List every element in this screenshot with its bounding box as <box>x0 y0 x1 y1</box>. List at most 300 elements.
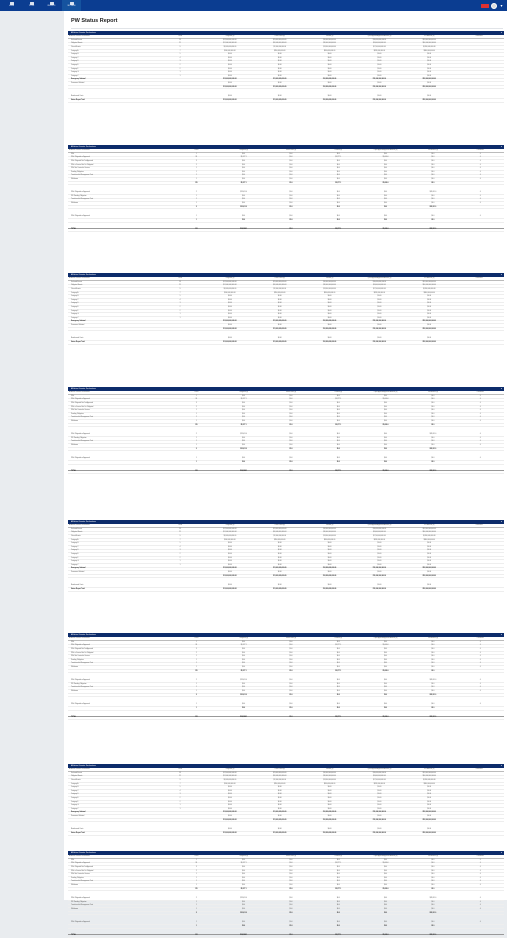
table-cell: $0.00 <box>355 786 405 790</box>
table-cell: 21 <box>155 531 205 535</box>
table-cell: $5,377.1 <box>315 887 362 891</box>
table-cell: 0 <box>457 171 504 175</box>
table-cell: 1 <box>173 202 220 206</box>
table-cell: $0.00 <box>305 324 355 328</box>
table-cell: $0.0 <box>362 195 409 199</box>
table-cell: $0.0 <box>362 662 409 666</box>
table-cell: $9,000,000,000.00 <box>355 531 405 535</box>
collapse-icon[interactable]: ▴ <box>500 852 502 854</box>
table-cell: 2 <box>173 897 220 901</box>
nav-tab-tools[interactable] <box>22 0 41 11</box>
column-header: PW Amount ($) <box>404 277 454 281</box>
table-cell: $0.00 <box>305 542 355 546</box>
table-cell: $0.0 <box>315 901 362 905</box>
table-cell: $0.0 <box>267 440 314 444</box>
table-cell: 0 <box>457 904 504 908</box>
table-cell: $0.0 <box>220 648 267 652</box>
status-table <box>68 637 504 720</box>
section-header[interactable] <box>68 273 504 277</box>
table-cell: $0.00 <box>355 584 405 588</box>
section-title: All Active Disaster Declarations <box>71 765 96 767</box>
collapse-icon[interactable]: ▴ <box>500 521 502 523</box>
table-cell: $5,377.1 <box>315 228 362 232</box>
table-cell: $0.00 <box>305 53 355 57</box>
table-cell: Transferred to Management Cost <box>68 686 173 690</box>
table-cell: Declared Events <box>68 528 155 532</box>
table-cell: Category D <box>68 60 155 64</box>
report-section <box>68 387 504 474</box>
table-cell: $0.0 <box>362 437 409 441</box>
collapse-icon[interactable]: ▴ <box>500 32 502 34</box>
column-header: Count <box>173 149 220 153</box>
table-cell: PWs in Version Not Yet Obligated <box>68 869 173 873</box>
table-cell: $11,000,000,000.00 <box>255 811 305 815</box>
table-cell: $0.00 <box>404 295 454 299</box>
table-cell: $0.00 <box>205 302 255 306</box>
table-cell: Obligated Events <box>68 531 155 535</box>
table-cell: $0.00 <box>404 64 454 68</box>
table-cell: $0.0 <box>267 873 314 877</box>
table-cell: $11,000,000,000.00 <box>255 528 305 532</box>
table-cell: 4 <box>155 546 205 550</box>
table-cell: $13,000,000,000.00 <box>205 588 255 592</box>
table-cell: 0 <box>457 666 504 670</box>
table-cell: $0.00 <box>255 302 305 306</box>
table-cell: $0.0 <box>267 690 314 694</box>
table-cell: $0.0 <box>315 877 362 881</box>
table-cell: $0.00 <box>205 815 255 819</box>
table-cell: 1 <box>173 655 220 659</box>
table-cell: $0.0 <box>315 395 362 399</box>
table-cell: 1 <box>173 662 220 666</box>
table-cell: $5,000.0 <box>362 644 409 648</box>
table-cell: $11,000,000,000.00 <box>255 78 305 82</box>
table-cell: $0.00 <box>305 790 355 794</box>
report-section <box>68 31 504 103</box>
section-header[interactable] <box>68 145 504 149</box>
table-cell: PWs <box>68 395 173 399</box>
table-cell: $0.00 <box>305 584 355 588</box>
table-cell: $0.0 <box>362 690 409 694</box>
status-table <box>68 524 504 592</box>
table-cell: $0.0 <box>362 683 409 687</box>
table-cell: $0.0 <box>267 174 314 178</box>
status-table <box>68 855 504 938</box>
column-header: Latest Work ($) <box>267 149 314 153</box>
column-header: Obligated ($) <box>205 768 255 772</box>
chevron-down-icon[interactable]: ▾ <box>500 3 503 8</box>
table-cell: $0.0 <box>267 703 314 707</box>
table-cell: $0.00 <box>255 797 305 801</box>
table-cell: Transferred to Management Cost <box>68 198 173 202</box>
table-cell: $12,000,000,000.00 <box>305 78 355 82</box>
column-header: PW Amount ($) <box>409 149 456 153</box>
table-cell: $0.00 <box>355 82 405 86</box>
table-cell: $0.0 <box>220 866 267 870</box>
table-cell: $0.00 <box>205 542 255 546</box>
column-header: Count <box>173 637 220 641</box>
table-cell: Permanent Subtotal <box>68 571 155 575</box>
table-cell: $0.0 <box>267 205 314 209</box>
table-cell: $0.0 <box>409 703 456 707</box>
table-cell: $0.00 <box>255 95 305 99</box>
table-cell: $0.0 <box>362 171 409 175</box>
table-cell: $28,388.1 <box>220 228 267 232</box>
table-cell: $0.0 <box>267 707 314 711</box>
table-cell: Category F <box>68 556 155 560</box>
table-cell: Transferred to Management Cost <box>68 662 173 666</box>
table-cell: $5,377.1 <box>315 423 362 427</box>
table-cell: 1 <box>173 873 220 877</box>
table-cell: Category D <box>68 549 155 553</box>
table-cell: $0.0 <box>220 686 267 690</box>
column-header: Funded ($) <box>305 277 355 281</box>
table-cell: $0.0 <box>362 686 409 690</box>
column-header: Latest Work ($) <box>255 524 305 528</box>
table-cell: Withdrawn <box>68 420 173 424</box>
table-cell: Declared Events <box>68 39 155 43</box>
table-cell: PWs Obligated Not Yet Approved <box>68 402 173 406</box>
section-header[interactable] <box>68 520 504 524</box>
table-cell: $10,000,000,000.00 <box>404 531 454 535</box>
table-cell: 0 <box>457 167 504 171</box>
section-title: All Active Disaster Declarations <box>71 388 96 390</box>
table-cell: Withdrawn <box>68 444 173 448</box>
table-cell: $0.00 <box>305 64 355 68</box>
table-cell: $0.0 <box>220 405 267 409</box>
table-cell: $0.0 <box>409 866 456 870</box>
table-cell: $0.0 <box>267 884 314 888</box>
section-header[interactable] <box>68 31 504 35</box>
table-cell: PWs <box>68 153 173 157</box>
table-cell: $0.00 <box>355 324 405 328</box>
table-cell: $5,377.1 <box>220 644 267 648</box>
column-header: Open Applied/Approved Amount ($) <box>362 391 409 395</box>
table-cell: $0.0 <box>220 437 267 441</box>
top-nav-bar <box>0 0 507 11</box>
table-cell: $0.00 <box>305 317 355 321</box>
table-cell: $0.0 <box>362 641 409 645</box>
table-cell: 115 <box>173 423 220 427</box>
table-cell: $0.0 <box>409 869 456 873</box>
table-cell: $13,000,000,000.00 <box>205 327 255 331</box>
table-cell: $0.0 <box>409 198 456 202</box>
table-cell: $8,000,000,000.00 <box>305 42 355 46</box>
table-cell: Category C <box>68 790 155 794</box>
table-cell: $0.00 <box>205 60 255 64</box>
table-cell: $28,388.1 <box>220 470 267 474</box>
table-cell: $8,000,000,000.00 <box>305 531 355 535</box>
table-cell: $0.0 <box>220 641 267 645</box>
table-cell: $11,000,000,000.00 <box>205 531 255 535</box>
table-cell: $0.00 <box>404 299 454 303</box>
table-cell: $0.0 <box>315 707 362 711</box>
table-cell: Withdrawn <box>68 178 173 182</box>
table-cell: Category G <box>68 313 155 317</box>
column-header: PW Amount ($) <box>409 637 456 641</box>
table-cell: $0.0 <box>220 904 267 908</box>
table-cell: Pending Obligation <box>68 171 173 175</box>
table-cell: Reimbursed Costs <box>68 337 155 341</box>
table-cell: $0.0 <box>409 156 456 160</box>
section-header[interactable] <box>68 851 504 855</box>
table-cell: $13,000,000,000.00 <box>205 811 255 815</box>
table-cell: $0.0 <box>362 409 409 413</box>
column-header: Latest Work ($) <box>267 855 314 859</box>
table-cell: $0.0 <box>409 690 456 694</box>
table-cell: $0.0 <box>220 409 267 413</box>
table-cell: $5,000.0 <box>362 181 409 185</box>
table-cell: $0.0 <box>315 195 362 199</box>
table-cell: 1 <box>155 71 205 75</box>
table-cell: $0.0 <box>409 655 456 659</box>
table-cell: $5,377.1 <box>220 887 267 891</box>
table-cell: $0.0 <box>409 440 456 444</box>
table-cell: $12,000,000,000.00 <box>404 78 454 82</box>
section-header[interactable] <box>68 633 504 637</box>
table-cell: $0.0 <box>267 644 314 648</box>
table-cell: $12,000,000,000.00 <box>305 574 355 578</box>
column-header: Funded ($) <box>305 524 355 528</box>
table-cell: 1 <box>173 683 220 687</box>
table-cell: 1 <box>173 413 220 417</box>
table-cell: $0.00 <box>305 337 355 341</box>
table-cell: $1,800,000,000.00 <box>404 779 454 783</box>
table-cell: $0.0 <box>362 897 409 901</box>
home-icon <box>10 2 14 5</box>
table-cell: PWs Obligated as Approved <box>68 897 173 901</box>
table-cell: $11,000,000,000.00 <box>255 99 305 103</box>
table-cell: $0.00 <box>255 790 305 794</box>
collapse-icon[interactable]: ▴ <box>500 388 502 390</box>
table-cell: $0.0 <box>362 402 409 406</box>
table-cell: $0.00 <box>355 549 405 553</box>
table-cell: $0.0 <box>362 873 409 877</box>
table-cell: $0.00 <box>355 553 405 557</box>
flag-icon[interactable] <box>481 4 489 8</box>
table-cell: $0.0 <box>315 174 362 178</box>
table-cell: $0.0 <box>220 167 267 171</box>
table-cell: $0.0 <box>409 707 456 711</box>
table-cell: $0.0 <box>267 163 314 167</box>
table-cell: $0.0 <box>362 413 409 417</box>
table-cell: $0.0 <box>267 897 314 901</box>
table-cell: 1 <box>173 198 220 202</box>
table-cell: $0.00 <box>404 800 454 804</box>
table-cell: 5 <box>173 447 220 451</box>
table-cell: $23,011.0 <box>409 433 456 437</box>
table-cell: $0.0 <box>267 669 314 673</box>
table-cell: $0.0 <box>362 440 409 444</box>
table-cell: $0.0 <box>409 405 456 409</box>
table-cell: $0.00 <box>305 553 355 557</box>
table-cell: $0.0 <box>315 651 362 655</box>
table-cell: $0.00 <box>205 553 255 557</box>
section-header[interactable] <box>68 387 504 391</box>
table-cell: $840,000,000.00 <box>404 49 454 53</box>
nav-tab-reports[interactable] <box>42 0 61 11</box>
table-cell: $0.0 <box>315 198 362 202</box>
nav-tab-home[interactable] <box>2 0 21 11</box>
table-cell: $0.0 <box>362 205 409 209</box>
table-cell: $0.00 <box>205 571 255 575</box>
column-header: Funded ($) <box>315 855 362 859</box>
table-cell: $0.00 <box>205 808 255 812</box>
table-cell: 0 <box>457 416 504 420</box>
table-cell: $0.00 <box>404 71 454 75</box>
table-cell: $0.0 <box>362 163 409 167</box>
table-cell: PWs Not Created in Version <box>68 167 173 171</box>
table-cell: $0.0 <box>220 921 267 925</box>
table-cell: $0.00 <box>404 313 454 317</box>
column-header: All Active Disaster Declarations <box>68 637 173 641</box>
table-cell: $5,377.1 <box>315 181 362 185</box>
nav-tab-settings[interactable] <box>62 0 81 11</box>
table-cell: $0.00 <box>305 313 355 317</box>
table-cell: $0.00 <box>205 71 255 75</box>
table-cell: $12,000,000,000.00 <box>404 811 454 815</box>
table-cell: $23,011.0 <box>409 205 456 209</box>
table-cell: $13,000,000,000.00 <box>205 99 255 103</box>
table-cell: $0.0 <box>220 659 267 663</box>
table-cell: $0.00 <box>404 560 454 564</box>
collapse-icon[interactable]: ▴ <box>500 765 502 767</box>
table-cell <box>457 716 504 720</box>
table-cell: $0.0 <box>362 160 409 164</box>
table-cell: $28,388.1 <box>220 716 267 720</box>
table-cell: $0.0 <box>267 716 314 720</box>
table-cell: $9,000,000,000.00 <box>355 775 405 779</box>
table-cell: $0.00 <box>355 57 405 61</box>
table-cell: $0.00 <box>255 313 305 317</box>
table-cell: $0.0 <box>220 219 267 223</box>
table-cell: $800,000,000.00 <box>305 782 355 786</box>
table-cell: $5,000.0 <box>362 423 409 427</box>
collapse-icon[interactable]: ▴ <box>500 146 502 148</box>
table-cell: 3 <box>155 302 205 306</box>
table-cell: $0.0 <box>409 163 456 167</box>
table-cell: $0.0 <box>409 859 456 863</box>
collapse-icon[interactable]: ▴ <box>500 634 502 636</box>
collapse-icon[interactable]: ▴ <box>500 274 502 276</box>
column-header: PW Amount ($) <box>404 524 454 528</box>
table-cell: Permanent Subtotal <box>68 82 155 86</box>
column-header: Count <box>173 855 220 859</box>
status-table <box>68 277 504 345</box>
avatar[interactable] <box>491 3 497 9</box>
table-cell: 21 <box>155 775 205 779</box>
table-cell: 0 <box>457 191 504 195</box>
table-cell: $5,000.0 <box>362 716 409 720</box>
table-cell: $0.0 <box>315 869 362 873</box>
table-cell: $1,800,000,000.00 <box>305 779 355 783</box>
table-cell: $10,000,000,000.00 <box>255 284 305 288</box>
table-cell: $0.00 <box>355 302 405 306</box>
table-cell: $23,011.0 <box>409 911 456 915</box>
table-cell: 0 <box>457 457 504 461</box>
table-cell: $5,377.1 <box>220 423 267 427</box>
column-header: Latest Work ($) <box>255 277 305 281</box>
table-cell: $0.0 <box>409 437 456 441</box>
table-cell: $0.0 <box>315 405 362 409</box>
table-cell: 2 <box>155 797 205 801</box>
table-cell: 0 <box>457 395 504 399</box>
table-cell: $0.0 <box>220 873 267 877</box>
table-cell: Category F <box>68 67 155 71</box>
table-cell: $1,800,000,000.00 <box>404 46 454 50</box>
table-cell: 9 <box>155 779 205 783</box>
table-cell: Category F <box>68 800 155 804</box>
table-cell: $0.0 <box>267 420 314 424</box>
page-title: PW Status Report <box>71 18 118 24</box>
table-cell: 1 <box>155 313 205 317</box>
table-cell: 1 <box>173 178 220 182</box>
table-cell: $9,000,000,000.00 <box>305 528 355 532</box>
table-cell: $11,000,000,000.00 <box>205 284 255 288</box>
table-cell: $0.0 <box>409 904 456 908</box>
table-cell: $0.0 <box>409 413 456 417</box>
table-cell: 1 <box>173 686 220 690</box>
table-cell: $12,000,000,000.00 <box>404 327 454 331</box>
table-cell: 24 <box>173 398 220 402</box>
table-cell: $23,011.0 <box>220 191 267 195</box>
column-header: Obligated ($) <box>220 391 267 395</box>
table-cell: Category G <box>68 804 155 808</box>
table-cell: $0.00 <box>205 82 255 86</box>
table-cell: PWs Obligated as Approved <box>68 703 173 707</box>
table-cell: $0.00 <box>355 790 405 794</box>
table-cell: $800,000,000.00 <box>305 49 355 53</box>
table-cell: $23,011.0 <box>409 191 456 195</box>
table-cell: $11,000,000,000.00 <box>355 341 405 345</box>
section-header[interactable] <box>68 764 504 768</box>
table-cell: $5,377.1 <box>220 669 267 673</box>
table-cell: $0.00 <box>355 828 405 832</box>
table-cell: $0.00 <box>355 306 405 310</box>
table-cell: $0.00 <box>305 828 355 832</box>
column-header: All Active Disaster Declarations <box>68 35 155 39</box>
table-cell: $0.0 <box>362 457 409 461</box>
table-cell: $0.00 <box>255 828 305 832</box>
table-cell: 23 <box>155 528 205 532</box>
table-cell: PWs Not Created in Version <box>68 655 173 659</box>
table-cell: $5,000.0 <box>362 398 409 402</box>
table-cell: 0 <box>457 683 504 687</box>
table-cell: $12,000,000,000.00 <box>404 99 454 103</box>
column-header: Count <box>155 524 205 528</box>
table-cell: $0.0 <box>267 901 314 905</box>
table-cell: $0.00 <box>205 797 255 801</box>
table-cell: 2 <box>173 163 220 167</box>
status-table <box>68 149 504 232</box>
table-cell: $0.00 <box>255 317 305 321</box>
table-cell: 2 <box>173 433 220 437</box>
table-cell: $5,000.0 <box>362 156 409 160</box>
table-cell: $0.0 <box>409 925 456 929</box>
table-cell: $0.00 <box>355 804 405 808</box>
table-cell <box>457 934 504 938</box>
table-cell: $0.0 <box>220 662 267 666</box>
table-cell: $0.0 <box>362 707 409 711</box>
table-row <box>68 228 504 232</box>
table-cell: $0.0 <box>315 925 362 929</box>
table-cell: $12,000,000,000.00 <box>305 341 355 345</box>
table-cell: 1 <box>173 703 220 707</box>
table-cell: $0.00 <box>255 60 305 64</box>
table-cell: $0.0 <box>362 679 409 683</box>
table-cell: $0.00 <box>404 584 454 588</box>
table-cell: 2 <box>155 800 205 804</box>
